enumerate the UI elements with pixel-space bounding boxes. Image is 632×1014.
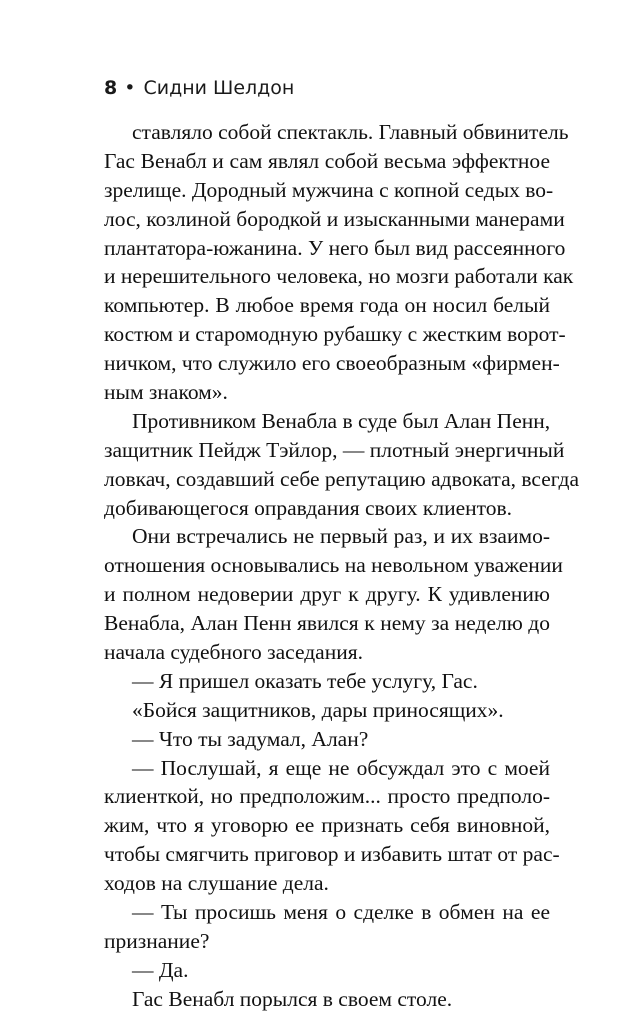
text-line: защитник Пейдж Тэйлор, — плотный энергичный: [104, 437, 565, 462]
text-line: плантатора-южанина. У него был вид рассеянного: [104, 235, 566, 260]
text-line: Противником Венабла в суде был Алан Пенн,: [132, 408, 551, 433]
text-line: Гас Венабл и сам являл собой весьма эффектное: [104, 148, 550, 173]
text-line: костюм и старомодную рубашку с жестким ворот-: [104, 322, 566, 347]
paragraph: [104, 522, 563, 666]
text-line: ходов на слушание дела.: [104, 871, 329, 896]
text-line: — Я пришел оказать тебе услугу, Гас.: [132, 668, 478, 693]
text-line: чтобы смягчить приговор и избавить штат от рас-: [104, 842, 560, 867]
paragraph: [104, 118, 574, 407]
text-line: ловкач, создавший себе репутацию адвоката, всегда: [104, 466, 579, 491]
paragraph: [104, 898, 550, 956]
text-line: и полном недоверии друг к другу. К удивлению: [104, 582, 550, 607]
page-number: 8: [104, 77, 118, 99]
author-name: Сидни Шелдон: [143, 77, 295, 99]
paragraph: [104, 956, 550, 985]
text-line: жим, что я уговорю ее признать себя виновной,: [104, 813, 550, 838]
text-line: ным знаком».: [104, 380, 228, 405]
text-line: — Послушай, я еще не обсуждал это с моей: [132, 755, 550, 780]
paragraph: [104, 696, 550, 725]
text-line: добивающегося оправдания своих клиентов.: [104, 495, 513, 520]
text-line: — Ты просишь меня о сделке в обмен на ее: [132, 900, 550, 925]
text-line: Они встречались не первый раз, и их взаимо-: [132, 524, 550, 549]
paragraph: [104, 725, 550, 754]
paragraph: [104, 407, 579, 523]
paragraph: [104, 667, 550, 696]
text-line: «Бойся защитников, дары приносящих».: [132, 697, 504, 722]
text-line: Венабла, Алан Пенн явился к нему за неделю до: [104, 611, 550, 636]
text-line: компьютер. В любое время года он носил белый: [104, 293, 550, 318]
text-line: ставляло собой спектакль. Главный обвинитель: [132, 120, 569, 144]
text-line: зрелище. Дородный мужчина с копной седых во-: [104, 177, 554, 202]
paragraph: [104, 985, 550, 1014]
text-line: ничком, что служило его своеобразным «фирмен-: [104, 351, 560, 376]
paragraph: [104, 754, 560, 898]
body-text: [104, 118, 579, 1014]
running-head: [104, 76, 294, 100]
text-line: начала судебного заседания.: [104, 640, 363, 665]
text-line: и нерешительного человека, но мозги работали как: [104, 264, 574, 289]
text-line: отношения основывались на невольном уважении: [104, 553, 563, 578]
header-separator: •: [124, 77, 136, 99]
text-line: признание?: [104, 928, 210, 953]
text-line: — Что ты задумал, Алан?: [132, 726, 369, 751]
text-line: клиенткой, но предположим... просто предполо-: [104, 784, 550, 809]
text-line: — Да.: [132, 957, 189, 982]
text-line: Гас Венабл порылся в своем столе.: [132, 986, 453, 1011]
text-line: лос, козлиной бородкой и изысканными манерами: [104, 206, 565, 231]
